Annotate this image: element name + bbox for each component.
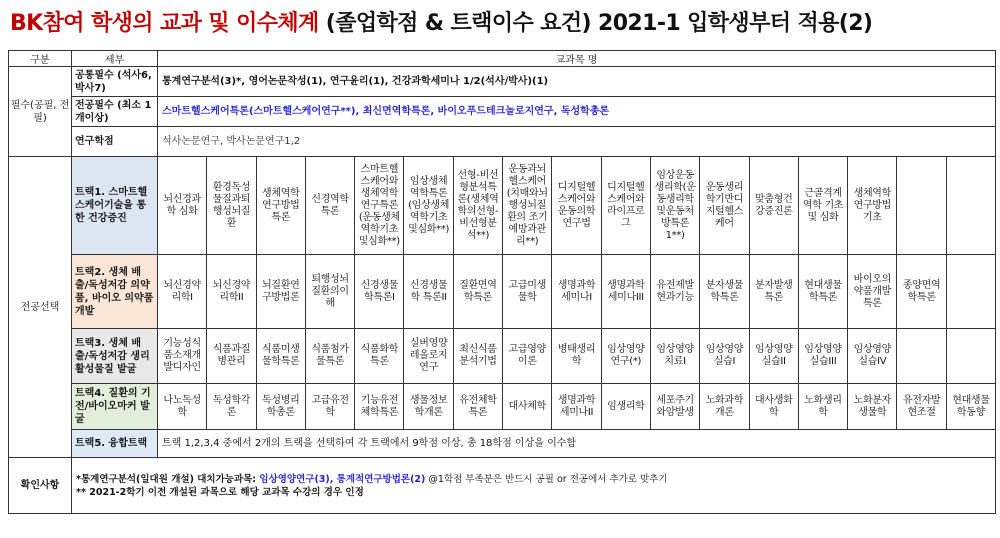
- course-cell: 임상영양실습IV: [848, 329, 897, 384]
- course-cell: 대사체학: [503, 384, 552, 430]
- track-row: [9, 255, 996, 329]
- course-cell: 신경생물학특론I: [355, 255, 404, 329]
- curriculum-table: [8, 50, 996, 514]
- course-cell: 디지털헬스케어와라이프로그: [601, 157, 650, 255]
- course-cell: 최신식품분석기법: [453, 329, 502, 384]
- note1-prefix: *통계연구분석(일대원 개설) 대치가능과목:: [76, 473, 260, 485]
- course-cell: 생체역학연구방법특론: [256, 157, 305, 255]
- course-cell: 신경역학특론: [305, 157, 354, 255]
- course-cell: [946, 157, 995, 255]
- header-sebu: 세부: [72, 51, 158, 67]
- track1-name: 트랙1. 스마트헬스케어기술을 통한 건강증진: [72, 157, 158, 255]
- course-cell: 노화분자생물학: [848, 384, 897, 430]
- course-cell: 임상영양실습III: [798, 329, 847, 384]
- title-red-part: BK참여 학생의 교과 및 이수체계: [10, 11, 319, 36]
- note1-suffix: @1학점 부족분은 반드시 공필 or 전공에서 추가로 맞추기: [428, 473, 668, 485]
- row-common-required: [9, 67, 996, 97]
- course-cell: 독성학각론: [207, 384, 256, 430]
- research-credits-label: 연구학점: [72, 127, 158, 157]
- track-row: [9, 329, 996, 384]
- course-cell: 선형-비선형분석특론(생체역학의선형-비선형분석**): [453, 157, 502, 255]
- course-cell: 맞춤형건강증진론: [749, 157, 798, 255]
- course-cell: 뇌신경약리학II: [207, 255, 256, 329]
- row-confirm: [9, 458, 996, 514]
- course-cell: 고급영양이론: [503, 329, 552, 384]
- course-cell: 생물정보학개론: [404, 384, 453, 430]
- track-row: [9, 384, 996, 430]
- course-cell: 기능성식품소재개발디자인: [158, 329, 207, 384]
- course-cell: 임상영양실습I: [700, 329, 749, 384]
- course-cell: 식품미생물학특론: [256, 329, 305, 384]
- course-cell: 식품과질병관리: [207, 329, 256, 384]
- course-cell: 노화생리학: [798, 384, 847, 430]
- track5-row: [9, 430, 996, 458]
- confirm-notes: [72, 458, 996, 514]
- course-cell: 뇌질환연구방법론: [256, 255, 305, 329]
- course-cell: 유전체학특론: [453, 384, 502, 430]
- course-cell: 스마트헬스케어와생체역학연구특론(운동생체역학기초및심화**): [355, 157, 404, 255]
- course-cell: 식품화학특론: [355, 329, 404, 384]
- course-cell: 임생리학: [601, 384, 650, 430]
- course-cell: 실버영양레올로지연구: [404, 329, 453, 384]
- table-header-row: [9, 51, 996, 67]
- confirm-label: 확인사항: [9, 458, 72, 514]
- course-cell: 임상운동생리학(운동생리학및운동처방특론1**): [650, 157, 699, 255]
- common-required-courses: 통계연구분석(3)*, 영어논문작성(1), 연구윤리(1), 건강과학세미나 1/2(석사/박사)(1): [158, 67, 996, 97]
- course-cell: 디지털헬스케어와운동의학연구법: [552, 157, 601, 255]
- course-cell: 현대생물학동향: [946, 384, 995, 430]
- course-cell: 기능유전체학특론: [355, 384, 404, 430]
- common-required-label: 공통필수 (석사6, 박사7): [72, 67, 158, 97]
- course-cell: 분자발생특론: [749, 255, 798, 329]
- course-cell: 현대생물학특론: [798, 255, 847, 329]
- course-cell: 종양면역학특론: [897, 255, 946, 329]
- course-cell: 임상영양실습II: [749, 329, 798, 384]
- track5-name: 트랙5. 융합트랙: [72, 430, 158, 458]
- course-cell: 임상생체역학특론(임상생체역학기초및심화**): [404, 157, 453, 255]
- course-cell: 나노독성학: [158, 384, 207, 430]
- row-research-credits: [9, 127, 996, 157]
- header-course-names: 교과목 명: [158, 51, 996, 67]
- note-line-2: ** 2021-2학기 이전 개설된 과목으로 해당 교과목 수강의 경우 인정: [76, 486, 364, 498]
- course-cell: 퇴행성뇌질환의이해: [305, 255, 354, 329]
- track4-name: 트랙4. 질환의 기전/바이오마커 발굴: [72, 384, 158, 430]
- major-required-courses: 스마트헬스케어특론(스마트헬스케어연구**), 최신면역학특론, 바이오푸드테크놀로지연구, 독성학총론: [158, 97, 996, 127]
- section-required-label: 필수(공필, 전필): [9, 67, 72, 157]
- note-line-1: [76, 473, 991, 486]
- course-cell: 식품첨가물특론: [305, 329, 354, 384]
- course-cell: 뇌신경과학 심화: [158, 157, 207, 255]
- course-cell: 생체역학연구방법 기초: [848, 157, 897, 255]
- research-credits-courses: 석사논문연구, 박사논문연구1,2: [158, 127, 996, 157]
- course-cell: 대사생화학: [749, 384, 798, 430]
- course-cell: 환경독성물질과퇴행성뇌질환: [207, 157, 256, 255]
- note1-highlight: 임상영양연구(3), 통계적연구방법론(2): [259, 473, 426, 485]
- course-cell: 분자생물학특론: [700, 255, 749, 329]
- row-major-required: [9, 97, 996, 127]
- course-cell: [897, 329, 946, 384]
- title-black-part: (졸업학점 & 트랙이수 요건) 2021-1 입학생부터 적용(2): [318, 11, 873, 36]
- course-cell: 운동과뇌헬스케어(치매와뇌행성뇌질환의 조기예방과관리**): [503, 157, 552, 255]
- course-cell: 질환면역학특론: [453, 255, 502, 329]
- header-gubun: 구분: [9, 51, 72, 67]
- course-cell: 고급미생물학: [503, 255, 552, 329]
- section-elective-label: 전공선택: [9, 157, 72, 458]
- course-cell: 생명과학세미나II: [552, 384, 601, 430]
- track3-name: 트랙3. 생체 배출/독성저감 생리활성물질 발굴: [72, 329, 158, 384]
- course-cell: 운동생리학기반디지털헬스케어: [700, 157, 749, 255]
- major-required-label: 전공필수 (최소 1개이상): [72, 97, 158, 127]
- page-title: [10, 6, 995, 42]
- course-cell: 병태생리학: [552, 329, 601, 384]
- course-cell: 노화과학개론: [700, 384, 749, 430]
- course-cell: 고급유전학: [305, 384, 354, 430]
- course-cell: 근골격계역학 기초 및 심화: [798, 157, 847, 255]
- course-cell: 유전자발현조절: [897, 384, 946, 430]
- course-cell: 생명과학세미나III: [601, 255, 650, 329]
- course-cell: 임상영양치료I: [650, 329, 699, 384]
- course-cell: [897, 157, 946, 255]
- course-cell: 임상영양연구(*): [601, 329, 650, 384]
- track2-name: 트랙2. 생체 배출/독성저감 의약품, 바이오 의약품 개발: [72, 255, 158, 329]
- course-cell: 뇌신경약리학I: [158, 255, 207, 329]
- course-cell: 세포주기와암발생: [650, 384, 699, 430]
- course-cell: [946, 255, 995, 329]
- course-cell: 바이오의약품개발특론: [848, 255, 897, 329]
- course-cell: 유전제발현과기능: [650, 255, 699, 329]
- track5-description: 트랙 1,2,3,4 중에서 2개의 트랙을 선택하여 각 트랙에서 9학점 이상, 총 18학점 이상을 이수함: [158, 430, 996, 458]
- course-cell: 신경생물학 특론II: [404, 255, 453, 329]
- course-cell: [946, 329, 995, 384]
- course-cell: 독성병리학총론: [256, 384, 305, 430]
- track-row: [9, 157, 996, 255]
- course-cell: 생명과학세미나I: [552, 255, 601, 329]
